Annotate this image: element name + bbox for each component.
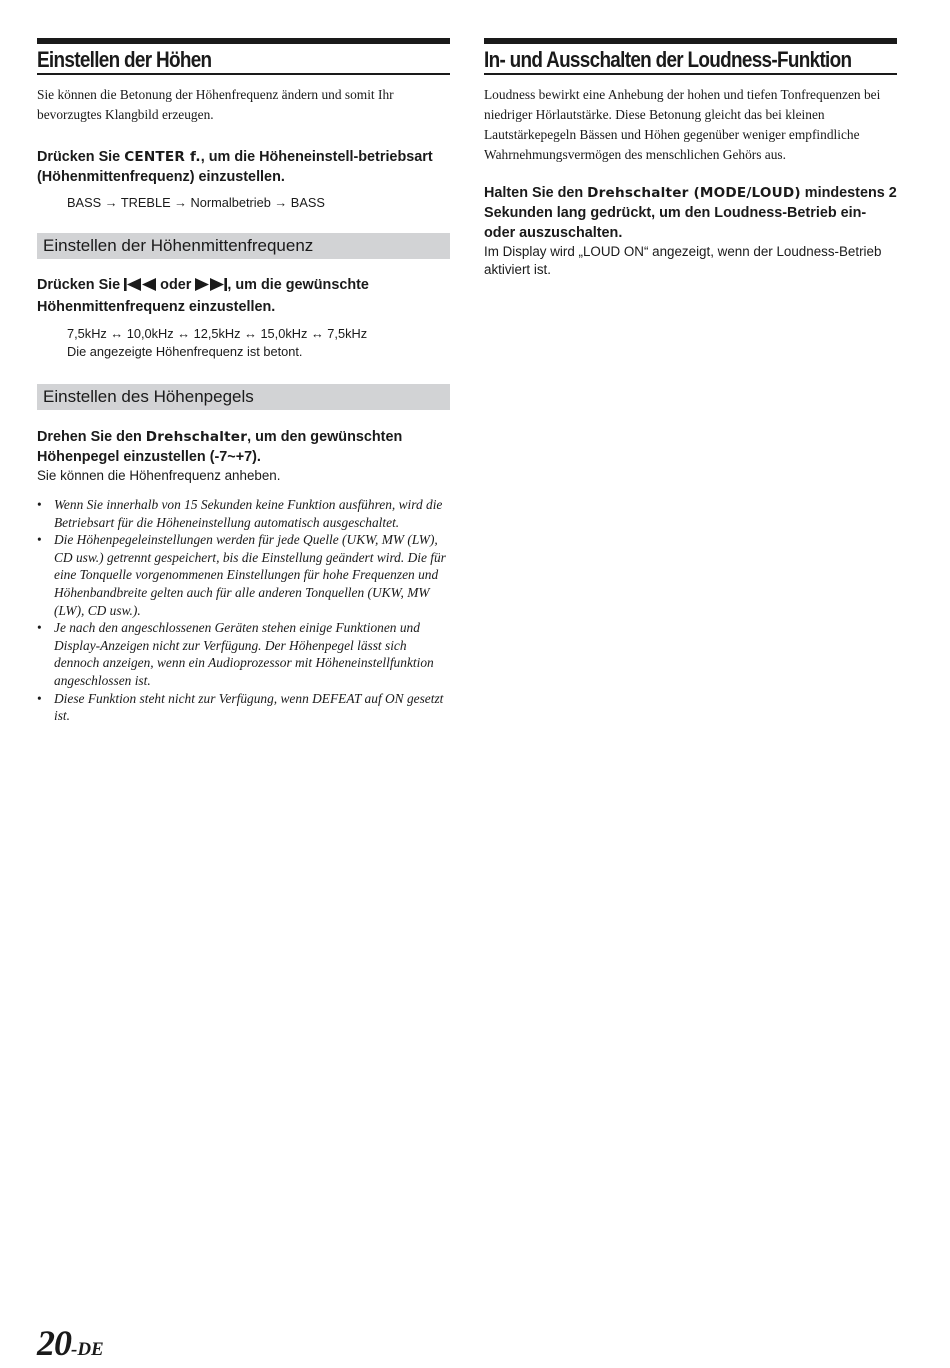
section-heading-loudness (484, 38, 897, 75)
step-text: mindestens 2 Sekunden lang gedrückt, um den Loudness-Betrieb ein- oder auszuschalten. (484, 185, 897, 241)
bullet: • (37, 497, 42, 512)
bullet: • (37, 620, 42, 636)
frequency-sequence: 7,5kHz ↔ 10,0kHz ↔ 12,5kHz ↔ 15,0kHz ↔ 7,5kHz (67, 326, 368, 341)
language-suffix: -DE (71, 1339, 104, 1360)
step-text: Halten Sie den (484, 185, 588, 201)
page-number-value: 20 (37, 1323, 71, 1363)
section-heading-text: Einstellen der Höhen (37, 47, 212, 72)
note-text: Je nach den angeschlossenen Geräten stehen einige Funktionen und Display-Anzeigen nicht zur Verfügung. Der Höhenpegel lässt sich dennoch anzeigen, wenn ein Audioprozessor mit Höheneinstellfunktion angeschlossen ist. (54, 620, 434, 688)
note-text: Die Höhenpegeleinstellungen werden für jede Quelle (UKW, MW (LW), CD usw.) getrennt gespeichert, bis die Einstellung geändert wird. Die für eine Tonquelle vorgenommenen Einstellungen für hohe Frequenzen und Höhenbandbreite gelten auch für alle anderen Tonquellen (UKW, MW (LW), CD usw.). (54, 532, 446, 618)
note-text: Diese Funktion steht nicht zur Verfügung, wenn DEFEAT auf ON gesetzt ist. (54, 690, 444, 724)
step-text: Drehen Sie den (37, 429, 146, 445)
bullet: • (37, 690, 42, 706)
step-text: , um den gewünschten Höhenpegel einzustellen (-7~+7). (37, 429, 403, 465)
key-label-drehschalter: Drehschalter (145, 429, 248, 445)
list-item (37, 619, 450, 689)
key-label-center: CENTER f. (124, 149, 201, 165)
instruction-step (37, 427, 450, 467)
list-item (37, 496, 450, 531)
skip-next-icon (195, 277, 227, 297)
step-result: Sie können die Höhenfrequenz anheben. (37, 468, 281, 483)
intro-paragraph: Loudness bewirkt eine Anhebung der hohen und tiefen Tonfrequenzen bei niedriger Hörlautstärke. Diese Betonung gleicht das bei kleinen Lautstärkepegeln Bässen und Höhen gegenüber weniger empfindliche Wahrnehmungsvermögen des menschlichen Gehörs aus. (484, 87, 881, 162)
section-heading-hoehen (37, 38, 450, 75)
intro-paragraph: Sie können die Betonung der Höhenfrequenz ändern und somit Ihr bevorzugtes Klangbild erzeugen. (37, 87, 394, 122)
skip-previous-icon (124, 277, 156, 297)
subsection-heading-mittenfrequenz: Einstellen der Höhenmittenfrequenz (37, 233, 450, 259)
instruction-step (37, 275, 450, 317)
list-item (37, 690, 450, 725)
list-item (37, 531, 450, 619)
frequency-note: Die angezeigte Höhenfrequenz ist betont. (67, 344, 303, 359)
bullet: • (37, 532, 42, 548)
step-text: Drücken Sie (37, 149, 125, 165)
step-text: , um die Höheneinstell-betriebsart (Höhenmittenfrequenz) einzustellen. (37, 149, 433, 185)
left-column (37, 38, 450, 725)
step-result: Im Display wird „LOUD ON“ angezeigt, wenn der Loudness-Betrieb aktiviert ist. (484, 244, 882, 277)
section-heading-text: In- und Ausschalten der Loudness-Funktion (484, 47, 852, 72)
mode-sequence: BASS → TREBLE → Normalbetrieb → BASS (67, 195, 325, 210)
step-text: , um die gewünschte Höhenmittenfrequenz einzustellen. (37, 277, 369, 315)
instruction-step (484, 183, 897, 243)
subsection-heading-hoehenpegel: Einstellen des Höhenpegels (37, 384, 450, 410)
key-label-drehschalter-mode-loud: Drehschalter (MODE/LOUD) (587, 185, 801, 201)
step-text: Drücken Sie (37, 277, 125, 293)
notes-list (37, 496, 450, 725)
instruction-step (37, 147, 450, 187)
right-column (484, 38, 897, 279)
step-text: oder (156, 277, 196, 293)
note-text: Wenn Sie innerhalb von 15 Sekunden keine Funktion ausführen, wird die Betriebsart für die Höheneinstellung automatisch ausgeschaltet. (54, 497, 443, 530)
page-number (37, 1322, 104, 1364)
